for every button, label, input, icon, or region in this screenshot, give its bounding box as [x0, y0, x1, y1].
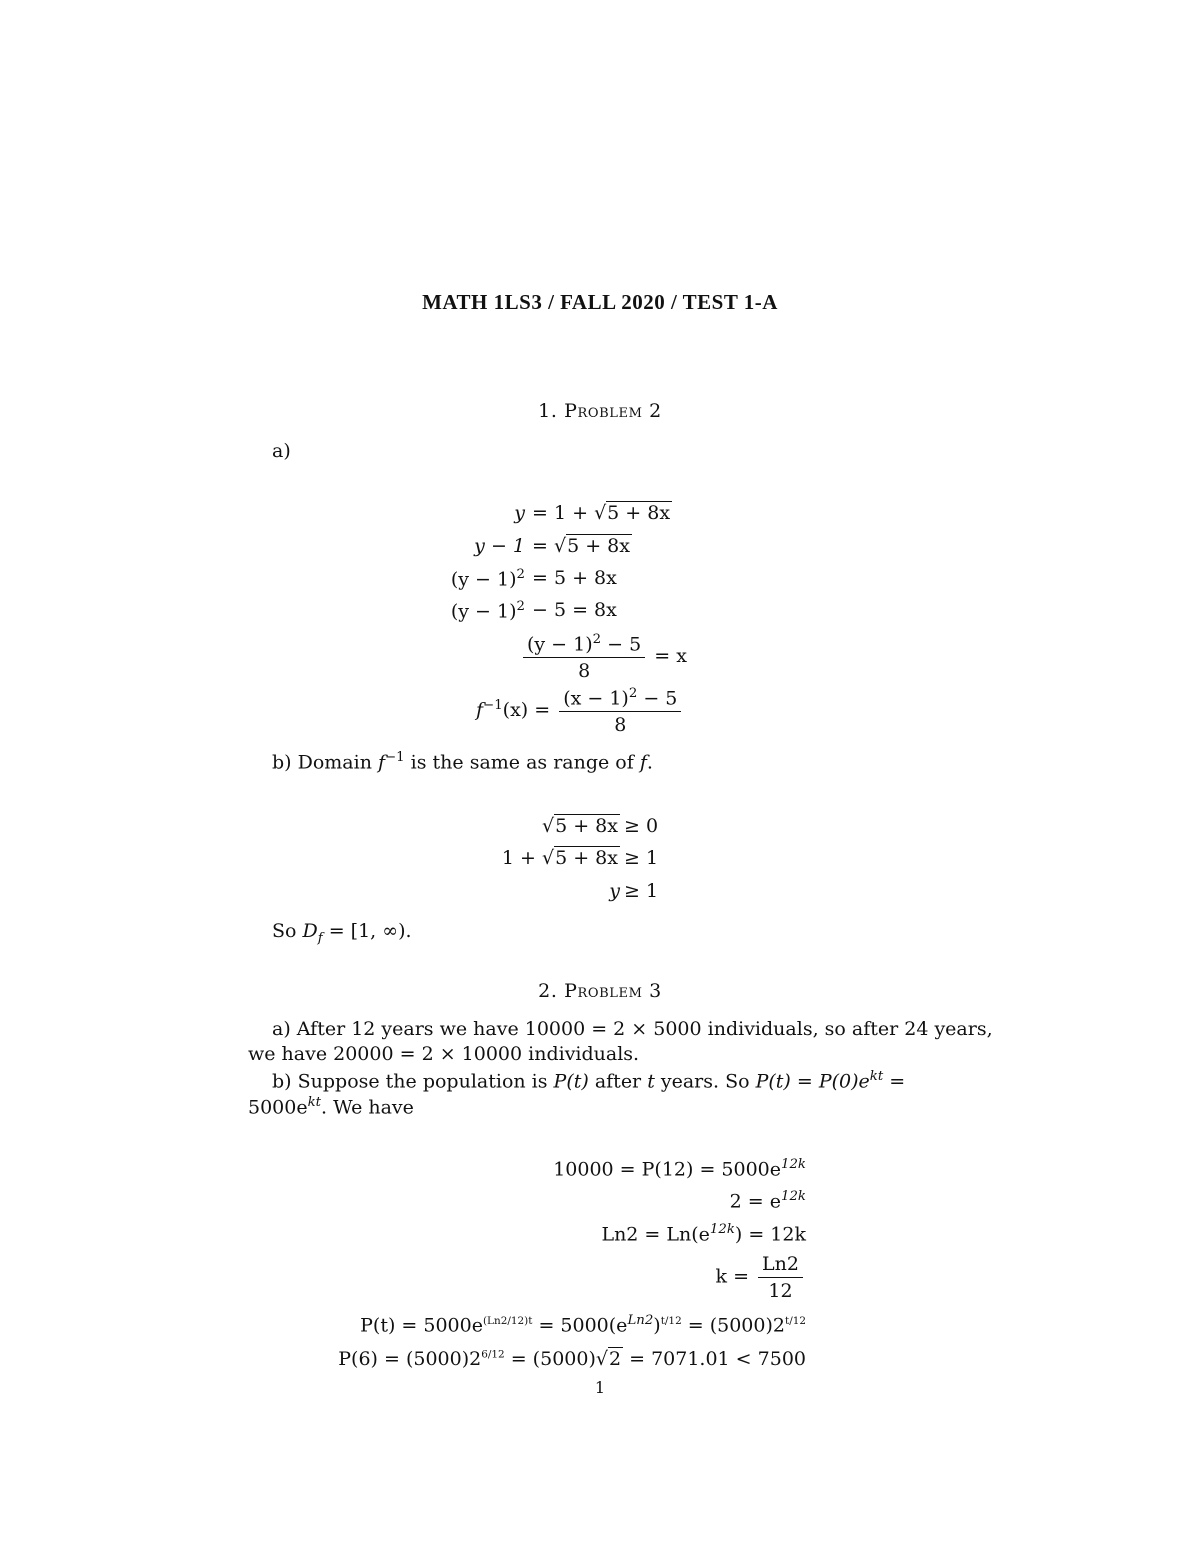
growth-eq-line-2: $2 = e^{12k}$: [729, 1189, 806, 1213]
section-heading-2: [0, 980, 1200, 1002]
section-number: 1.: [538, 400, 558, 422]
page-number: 1: [594, 1378, 606, 1397]
equation-line-5: $\frac{(y - 1)^2 - 5}{8}$ = x: [520, 632, 687, 682]
growth-eq-line-1: $10000 = P(12) = 5000e^{12k}$: [553, 1157, 806, 1181]
document-page: MATH 1LS3 / FALL 2020 / TEST 1-A 1. Problem 2 a) y = 1 + √5 + 8x y − 1 = √5 + 8x $(y - 1)^2$ = 5 + 8x $(y - 1)^2$ − 5 = 8x $\frac{(y - 1)^2 - 5}{8}$ = x $f^{-1}(x)$ = $\frac{(x - 1)^2 - 5}{8}$ b) Domain $f^{-1}$ is the same as range of f. √5 + 8x ≥ 0 1 + √5 + 8x ≥ 1 y ≥ 1 So $D_f = [1$, ∞). 2. Problem 3 a) After 12 years we have 10000 = 2 × 5000 individuals, so after 24 years, we have 20000 = 2 × 10000 individuals. b) Suppose the population is P(t) after t years. So $P(t) = P(0)e^{kt}$ = $5000e^{kt}$. We have $10000 = P(12) = 5000e^{12k}$ $2 = e^{12k}$ $Ln2 = Ln(e^{12k}) = 12k$ k = $\frac{Ln2}{12}$ $P(t) = 5000e^{(Ln2/12)t} = 5000(e^{Ln2})^{t/12} = (5000)2^{t/12}$ $P(6) = (5000)2^{6/12} = (5000)√2 = 7071.01 < 7500$ 1: [0, 0, 1200, 1553]
problem3-part-b-line1: b) Suppose the population is P(t) after t years. So $P(t) = P(0)e^{kt}$ =: [272, 1069, 906, 1093]
sqrt: √5 + 8x: [553, 535, 630, 557]
sqrt: √5 + 8x: [594, 502, 671, 524]
fraction: $\frac{(x - 1)^2 - 5}{8}$: [559, 686, 681, 736]
section-heading-1: [0, 400, 1200, 422]
sqrt: √5 + 8x: [541, 847, 618, 869]
sqrt: √2: [595, 1348, 622, 1370]
section-name: Problem 2: [564, 400, 662, 422]
growth-eq-line-6: $P(6) = (5000)2^{6/12} = (5000)√2 = 7071.01 < 7500$: [338, 1348, 806, 1370]
section-number: 2.: [538, 980, 558, 1002]
problem3-part-a-line2: we have 20000 = 2 × 10000 individuals.: [248, 1043, 640, 1065]
sqrt: √5 + 8x: [541, 815, 618, 837]
part-a-label: a): [272, 440, 291, 462]
equation-line-6: $f^{-1}(x)$ = $\frac{(x - 1)^2 - 5}{8}$: [476, 686, 684, 736]
document-title: MATH 1LS3 / FALL 2020 / TEST 1-A: [422, 290, 778, 314]
growth-eq-line-5: $P(t) = 5000e^{(Ln2/12)t} = 5000(e^{Ln2})^{t/12} = (5000)2^{t/12}$: [360, 1313, 806, 1337]
growth-eq-line-4: k = $\frac{Ln2}{12}$: [400, 1253, 806, 1302]
section-name: Problem 3: [564, 980, 662, 1002]
fraction: $\frac{Ln2}{12}$: [758, 1253, 803, 1302]
growth-eq-line-3: $Ln2 = Ln(e^{12k}) = 12k$: [601, 1222, 806, 1246]
part-b-text: b) Domain $f^{-1}$ is the same as range of f.: [272, 750, 653, 774]
fraction: $\frac{(y - 1)^2 - 5}{8}$: [523, 632, 645, 682]
domain-conclusion: So $D_f = [1$, ∞).: [272, 920, 412, 946]
problem3-part-b-line2: $5000e^{kt}$. We have: [248, 1095, 414, 1119]
problem3-part-a-line1: a) After 12 years we have 10000 = 2 × 5000 individuals, so after 24 years,: [272, 1018, 993, 1040]
